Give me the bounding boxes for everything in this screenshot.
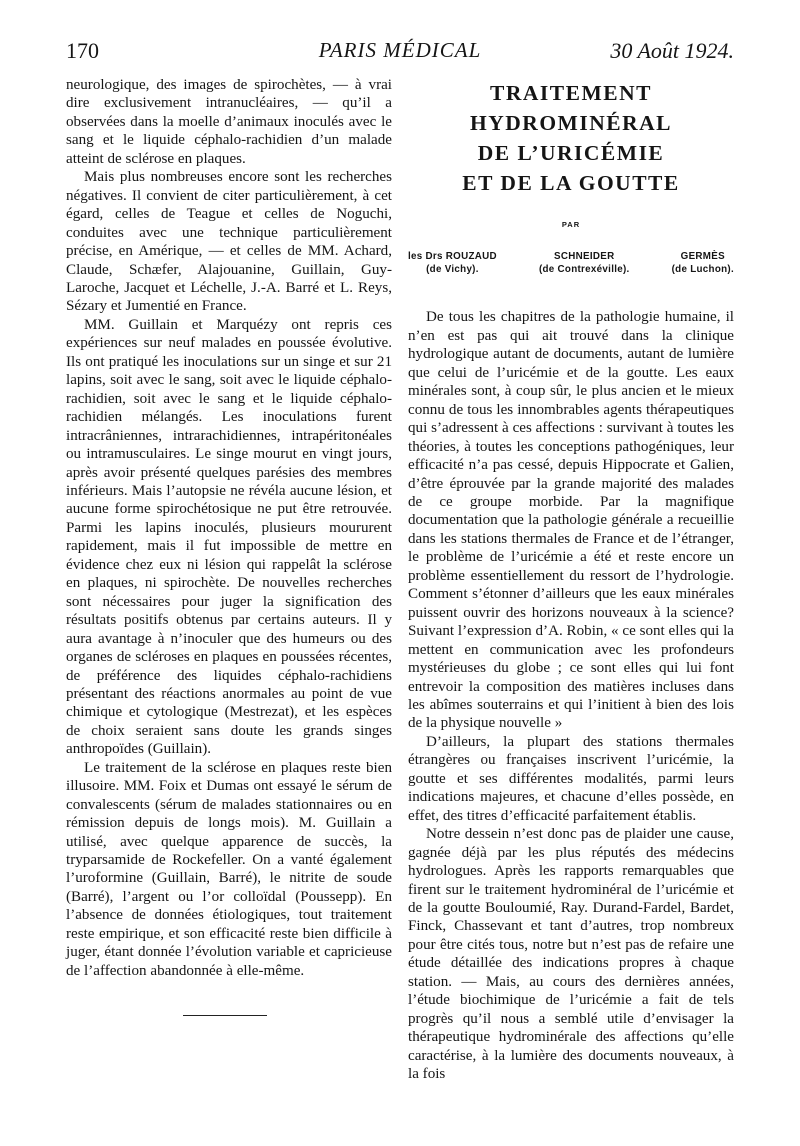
title-line: TRAITEMENT	[490, 81, 652, 105]
author-place: (de Contrexéville).	[538, 264, 630, 276]
author-germes	[672, 250, 734, 276]
article-title	[408, 76, 734, 198]
title-line: DE L’URICÉMIE	[477, 141, 665, 165]
paragraph: De tous les chapitres de la pathologie humaine, il n’en est pas qui ait trouvé dans la clinique hydrologique autant de documents, autant de lumière que celui de l’uricémie et de la goutte. Les eaux minérales sont, à coup sûr, le plus ancien et le mieux connu de tous les innombrables agents thérapeutiques qui s’adressent à ces affections : survivant à toutes les théories, à toutes les conceptions pathogéniques, leur efficacité n’a pas cessé, depuis Hippocrate et Galien, d’être éprouvée par la grande majorité des malades de ce groupe morbide. Par la magnifique documentation que la pathologie générale a recueillie dans les stations thermales de France et de l’étranger, le problème de l’uricémie a été et reste encore un problème essentiellement du ressort de l’hydrologie. Comment s’étonner d’ailleurs que les eaux minérales puissent ouvrir des horizons nouveaux à la science? Suivant l’expression d’A. Robin, « ce sont elles qui la mettent en communication avec les profondeurs mystérieuses du globe ; ce sont elles qui lui font entrevoir la composition des matières incluses dans les abîmes souterrains et qui l’initient à bien des lois de la physique nouvelle »	[408, 309, 734, 732]
title-line: ET DE LA GOUTTE	[462, 171, 680, 195]
author-place: (de Vichy).	[426, 264, 479, 276]
paragraph: Mais plus nombreuses encore sont les recherches négatives. Il convient de citer particulièrement, à cet égard, celles de Teague et celles de Noguchi, conduites avec une technique particulièrement précise, en Amérique, — et celles de MM. Achard, Claude, Schæfer, Alajouanine, Guillain, Guy-Laroche, Jacquet et Léchelle, J.-A. Barré et L. Reys, Sézary et Jumentié en France.	[66, 169, 392, 315]
author-name: les Drs ROUZAUD	[408, 251, 497, 263]
author-list	[408, 250, 734, 276]
paragraph: D’ailleurs, la plupart des stations thermales étrangères ou françaises inscrivent l’uricémie, la goutte et ses différentes modalités, parmi leurs indications majeures, et chacune d’elles possède, en effet, des titres d’efficacité parfaitement établis.	[408, 733, 734, 824]
issue-date: 30 Août 1924.	[610, 38, 734, 63]
section-end-rule	[183, 1015, 267, 1016]
journal-title: PARIS MÉDICAL	[318, 38, 482, 62]
paragraph: MM. Guillain et Marquézy ont repris ces expériences sur neuf malades en poussée évolutive. Ils ont pratiqué les inoculations sur un singe et sur 21 lapins, soit avec le sang, soit avec le liquide céphalo-rachidien, soit avec le sang et le liquide céphalo-rachidien mélangés. Les inoculations furent intracrâniennes, intrarachidiennes, intrapéritonéales ou intramusculaires. Le singe mourut en vingt jours, après avoir présenté quelques parésies des membres inférieurs. Mais l’autopsie ne révéla aucune lésion, et aucune forme spirochétosique ne put être retrouvée. Parmi les lapins inoculés, plusieurs moururent rapidement, mais il fut impossible de mettre en évidence chez eux ni lésion qui rappelât la sclérose en plaques, ni spirochète. De nouvelles recherches sont nécessaires pour juger la signification des résultats positifs obtenus par certains auteurs. Il y aura avantage à n’inoculer que des humeurs ou des organes de scléroses en plaques en poussées récentes, de préférence des liquides céphalo-rachidiens présentant des réactions anormales au point de vue chimique et cytologique (Mestrezat), et les espèces de choix seraient sans doute les grands singes anthropoïdes (Guillain).	[66, 316, 392, 758]
right-column	[408, 76, 734, 1083]
author-name: SCHNEIDER	[554, 251, 615, 263]
author-name: GERMÈS	[680, 251, 725, 263]
paragraph: Notre dessein n’est donc pas de plaider une cause, gagnée déjà par les plus réputés des médecins hydrologues. Après les rapports remarquables que firent sur le traitement hydrominéral de l’uricémie et de la goutte Bouloumié, Ray. Durand-Fardel, Bardet, Finck, Chassevant et tant d’autres, trop nombreux pour être cités tous, notre but n’est pas de refaire une étude détaillée des indications propres à chaque station. — Mais, au cours des dernières années, l’étude biochimique de l’uricémie a fait de tels progrès qu’il nous a semblé utile d’envisager la thérapeutique hydrominérale des affections qu’elle caractérise, à la lumière des documents nouveaux, à la fois	[408, 826, 734, 1083]
author-place: (de Luchon).	[671, 264, 734, 276]
page-number: 170	[66, 38, 99, 63]
paragraph: neurologique, des images de spirochètes, — à vrai dire exclusivement intranucléaires, — qu’il a observées dans la moelle d’animaux inoculés avec le sang et le liquide céphalo-rachidien d’un malade atteint de sclérose en plaques.	[66, 77, 392, 167]
paragraph: Le traitement de la sclérose en plaques reste bien illusoire. MM. Foix et Dumas ont essayé le sérum de convalescents (sérum de malades stationnaires ou en rémission depuis de longs mois). M. Guillain a utilisé, avec quelque apparence de succès, la tryparsamide de Rockefeller. On a vanté également l’uroformine (Guillain, Barré), le nitrite de soude (Barré), l’argent ou l’or colloïdal (Poussepp). En l’absence de données étiologiques, tout traitement reste empirique, et son efficacité reste bien difficile à juger, étant donnée l’évolution variable et capricieuse de l’affection abandonnée à elle-même.	[66, 759, 392, 979]
byline: PAR	[561, 220, 581, 229]
author-schneider	[539, 250, 630, 276]
title-line: HYDROMINÉRAL	[470, 111, 672, 135]
author-rouzaud	[408, 250, 497, 276]
left-column	[66, 76, 392, 980]
running-head	[66, 38, 734, 68]
